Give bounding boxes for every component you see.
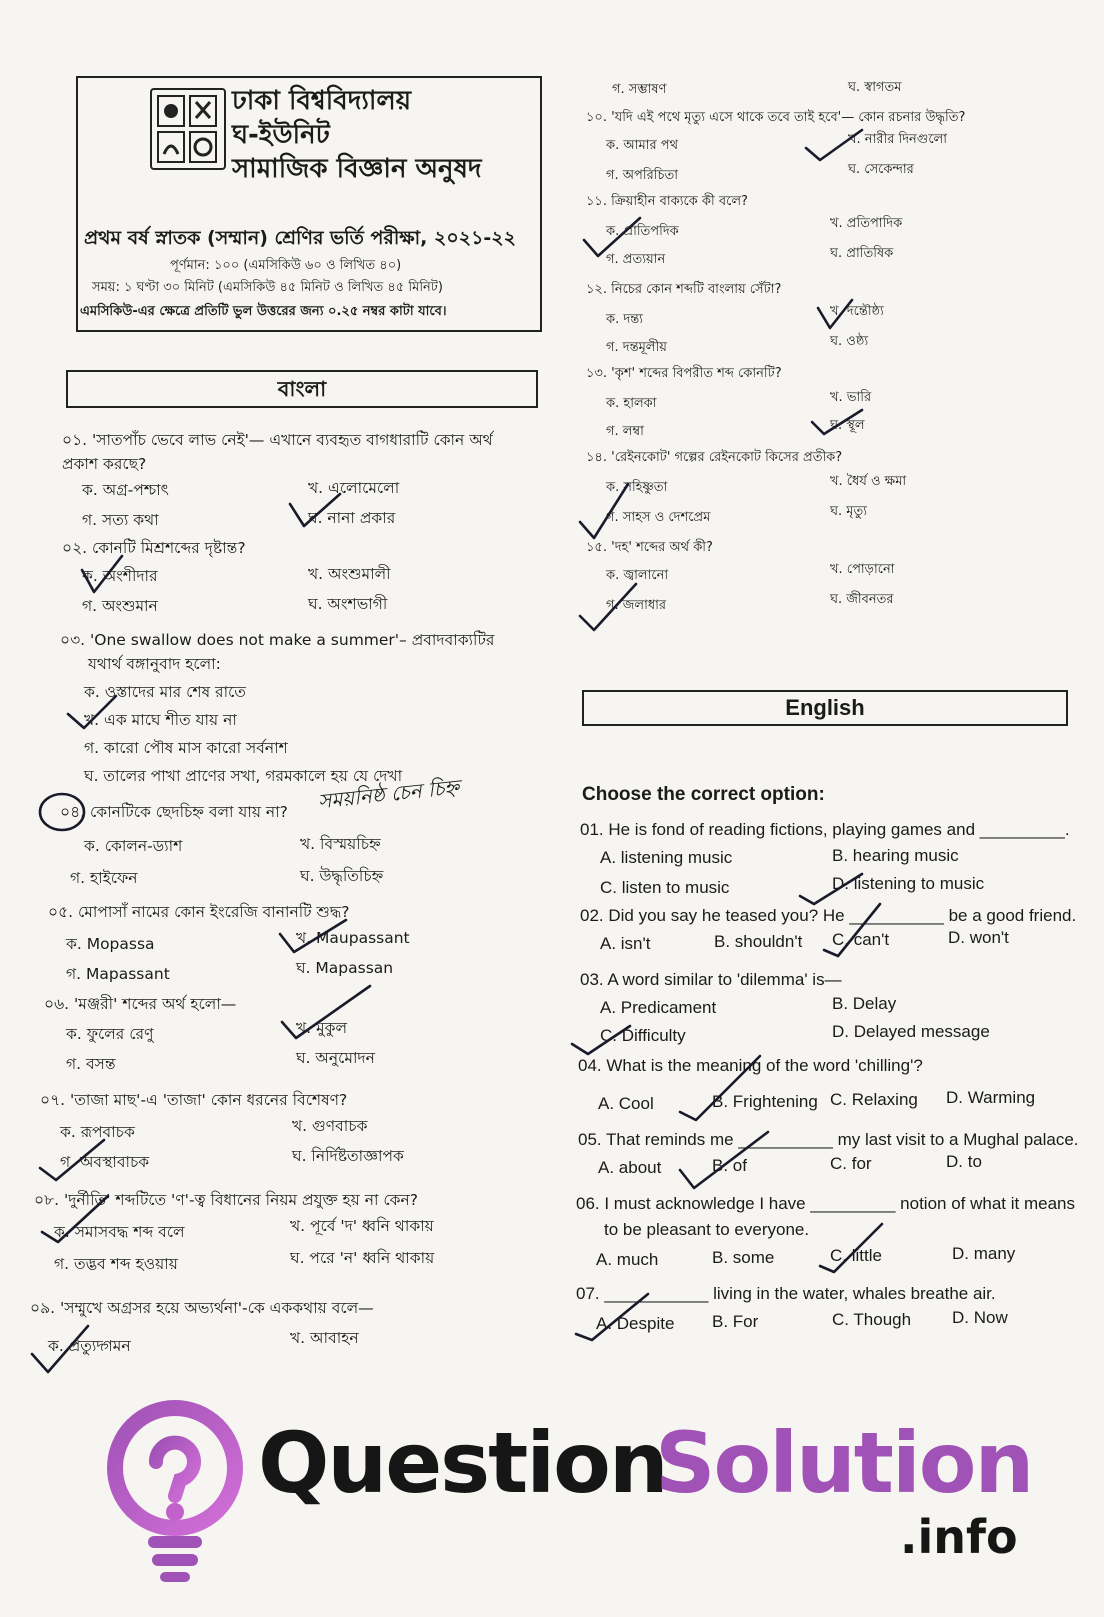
bangla-q15: ১৫. 'দহ' শব্দের অর্থ কী?: [586, 540, 713, 555]
bangla-q7-opt-d: ঘ. নির্দিষ্টতাজ্ঞাপক: [292, 1147, 404, 1165]
bangla-q14-opt-d: ঘ. মৃত্যু: [830, 504, 868, 519]
bangla-q5-opt-a: ক. Mopassa: [66, 935, 155, 953]
bangla-q5-opt-c: গ. Mapassant: [66, 965, 170, 983]
bangla-q9-opt-a: ক. প্রত্যুদ্গমন: [48, 1337, 131, 1355]
bangla-q15-opt-c: গ. জলাধার: [606, 598, 667, 613]
bangla-q14: ১৪. 'রেইনকোট' গল্পের রেইনকোট কিসের প্রতীক?: [586, 450, 843, 465]
english-q5: 05. That reminds me __________ my last visit to a Mughal palace.: [578, 1130, 1079, 1149]
bangla-q5-opt-b: খ. Maupassant: [296, 929, 410, 947]
english-section-title: English: [582, 690, 1068, 726]
bangla-q3-line2: যথার্থ বঙ্গানুবাদ হলো:: [88, 655, 221, 673]
bangla-q9-opt-c: গ. সম্ভাষণ: [612, 82, 667, 97]
bangla-q11: ১১. ক্রিয়াহীন বাক্যকে কী বলে?: [586, 194, 748, 209]
bangla-q8-opt-c: গ. তদ্ভব শব্দ হওয়ায়: [54, 1255, 178, 1273]
bangla-q11-opt-a: ক. প্রাতিপদিক: [606, 224, 679, 239]
english-q7-opt-d: D. Now: [952, 1308, 1008, 1327]
bangla-q2-opt-a: ক. অংশীদার: [82, 567, 158, 585]
bangla-q7-opt-a: ক. রূপবাচক: [60, 1123, 135, 1141]
bangla-q7: ০৭. 'তাজা মাছ'-এ 'তাজা' কোন ধরনের বিশেষণ?: [40, 1091, 348, 1109]
bangla-q11-opt-d: ঘ. প্রাতিষিক: [830, 246, 894, 261]
bangla-q13-opt-b: খ. ভারি: [830, 390, 872, 405]
bangla-q5: ০৫. মোপাসাঁ নামের কোন ইংরেজি বানানটি শুদ্ধ?: [48, 903, 350, 921]
english-q3-opt-d: D. Delayed message: [832, 1022, 990, 1041]
bangla-q3-opt-c: গ. কারো পৌষ মাস কারো সর্বনাশ: [84, 739, 288, 757]
bangla-q6: ০৬. 'মঞ্জরী' শব্দের অর্থ হলো—: [44, 995, 237, 1013]
english-q6-line2: to be pleasant to everyone.: [604, 1220, 810, 1239]
unit-name: ঘ-ইউনিট: [232, 120, 330, 150]
bangla-q8: ০৮. 'দুর্নীতি' শব্দটিতে 'ণ'-ত্ব বিধানের নিয়ম প্রযুক্ত হয় না কেন?: [34, 1191, 418, 1209]
bangla-q7-opt-b: খ. গুণবাচক: [292, 1117, 368, 1135]
bangla-q7-opt-c: গ. অবস্থাবাচক: [60, 1153, 150, 1171]
exam-title: প্রথম বর্ষ স্নাতক (সম্মান) শ্রেণির ভর্তি পরীক্ষা, ২০২১-২২: [84, 227, 516, 249]
bangla-q1-opt-a: ক. অগ্র-পশ্চাৎ: [82, 481, 169, 499]
english-q6-opt-b: B. some: [712, 1248, 775, 1267]
bangla-q12: ১২. নিচের কোন শব্দটি বাংলায় সেঁটা?: [586, 282, 782, 297]
english-q2: 02. Did you say he teased you? He __________ be a good friend.: [580, 906, 1077, 925]
english-q6-opt-c: C. little: [830, 1246, 882, 1265]
bangla-q10-opt-a: ক. আমার পথ: [606, 138, 679, 153]
bangla-q12-opt-c: গ. দন্তমূলীয়: [606, 340, 667, 355]
english-q1-opt-d: D. listening to music: [832, 874, 985, 893]
bangla-q6-opt-c: গ. বসন্ত: [66, 1055, 116, 1073]
english-q3-opt-b: B. Delay: [832, 994, 897, 1013]
bangla-q2-opt-b: খ. অংশুমালী: [308, 565, 391, 583]
english-q6: 06. I must acknowledge I have _________ notion of what it means: [576, 1194, 1075, 1213]
bangla-q11-opt-c: গ. প্রত্যয়ান: [606, 252, 666, 267]
lightbulb-icon: [90, 1392, 260, 1592]
bangla-q14-opt-c: গ. সাহস ও দেশপ্রেম: [606, 510, 711, 525]
bangla-q1: ০১. 'সাতপাঁচ ভেবে লাভ নেই'— এখানে ব্যবহৃত বাগধারাটি কোন অর্থ: [62, 431, 493, 449]
bangla-q2-opt-d: ঘ. অংশভাগী: [308, 595, 388, 613]
bangla-q1-opt-d: ঘ. নানা প্রকার: [308, 509, 396, 527]
exam-time: সময়: ১ ঘণ্টা ৩০ মিনিট (এমসিকিউ ৪৫ মিনিট ও লিখিত ৪৫ মিনিট): [92, 280, 443, 295]
bangla-q8-opt-b: খ. পূর্বে 'দ' ধ্বনি থাকায়: [290, 1217, 434, 1235]
bangla-q14-opt-a: ক. সহিষ্ণুতা: [606, 480, 668, 495]
bangla-q3-opt-d: ঘ. তালের পাখা প্রাণের সখা, গরমকালে হয় যে দেখা: [84, 767, 403, 785]
english-q1: 01. He is fond of reading fictions, playing games and _________.: [580, 820, 1070, 839]
bangla-q9-opt-d: ঘ. স্বাগতম: [848, 80, 902, 95]
english-q5-opt-d: D. to: [946, 1152, 982, 1171]
bangla-q14-opt-b: খ. ধৈর্য ও ক্ষমা: [830, 474, 907, 489]
bangla-q8-opt-a: ক. সমাসবদ্ধ শব্দ বলে: [54, 1223, 185, 1241]
bangla-q10-opt-c: গ. অপরিচিতা: [606, 168, 678, 183]
english-q2-opt-b: B. shouldn't: [714, 932, 803, 951]
faculty-name: সামাজিক বিজ্ঞান অনুষদ: [232, 154, 482, 184]
bangla-q11-opt-b: খ. প্রতিপাদিক: [830, 216, 903, 231]
bangla-q9: ০৯. 'সম্মুখে অগ্রসর হয়ে অভ্যর্থনা'-কে এককথায় বলে—: [30, 1299, 374, 1317]
bangla-q4-opt-b: খ. বিস্ময়চিহ্ন: [300, 835, 381, 853]
english-q3: 03. A word similar to 'dilemma' is—: [580, 970, 842, 989]
english-q6-opt-a: A. much: [596, 1250, 659, 1269]
english-q7: 07. ___________ living in the water, whales breathe air.: [576, 1284, 996, 1303]
bangla-q5-opt-d: ঘ. Mapassan: [296, 959, 394, 977]
bangla-q13-opt-a: ক. হালকা: [606, 396, 657, 411]
bangla-q3-opt-a: ক. ওস্তাদের মার শেষ রাতে: [84, 683, 246, 701]
bangla-q3: ০৩. 'One swallow does not make a summer'– প্রবাদবাক্যটির: [60, 631, 495, 649]
bangla-q10-opt-b: খ. নারীর দিনগুলো: [848, 132, 948, 147]
bangla-q10: ১০. 'যদি এই পথে মৃত্যু এসে থাকে তবে তাই হবে'— কোন রচনার উদ্ধৃতি?: [586, 110, 966, 125]
bangla-q3-opt-b: খ. এক মাঘে শীত যায় না: [84, 711, 237, 729]
bangla-q12-opt-b: খ. দন্তৌষ্ঠ্য: [830, 304, 884, 319]
bangla-q4: ০৪. কোনটিকে ছেদচিহ্ন বলা যায় না?: [60, 803, 288, 821]
bangla-q10-opt-d: ঘ. সেকেন্দার: [848, 162, 914, 177]
english-q4: 04. What is the meaning of the word 'chilling'?: [578, 1056, 923, 1075]
bangla-q6-opt-b: খ. মুকুল: [296, 1019, 348, 1037]
bangla-q12-opt-a: ক. দন্ত্য: [606, 312, 643, 327]
bangla-q13-opt-c: গ. লম্বা: [606, 424, 644, 439]
bangla-section-title: বাংলা: [66, 370, 538, 408]
watermark-word-question: Question: [258, 1414, 667, 1512]
university-logo-icon: [150, 88, 226, 170]
english-q5-opt-b: B. of: [712, 1156, 747, 1175]
negative-marking-note: এমসিকিউ-এর ক্ষেত্রে প্রতিটি ভুল উত্তরের জন্য ০.২৫ নম্বর কাটা যাবে।: [80, 304, 447, 319]
handwritten-note: সময়নিষ্ঠ চেন চিহ্ন: [316, 774, 461, 814]
english-q7-opt-b: B. For: [712, 1312, 759, 1331]
english-q2-opt-a: A. isn't: [600, 934, 651, 953]
bangla-q15-opt-d: ঘ. জীবনতর: [830, 592, 894, 607]
bangla-q13: ১৩. 'কৃশ' শব্দের বিপরীত শব্দ কোনটি?: [586, 366, 782, 381]
english-q3-opt-a: A. Predicament: [600, 998, 717, 1017]
english-q4-opt-b: B. Frightening: [712, 1092, 818, 1111]
bangla-q4-opt-c: গ. হাইফেন: [70, 869, 138, 887]
bangla-q6-opt-d: ঘ. অনুমোদন: [296, 1049, 375, 1067]
bangla-q6-opt-a: ক. ফুলের রেণু: [66, 1025, 154, 1043]
english-q2-opt-c: C. can't: [832, 930, 890, 949]
english-q4-opt-a: A. Cool: [598, 1094, 654, 1113]
bangla-q1-line2: প্রকাশ করছে?: [62, 455, 147, 473]
english-q2-opt-d: D. won't: [948, 928, 1009, 947]
english-q4-opt-c: C. Relaxing: [830, 1090, 918, 1109]
english-q7-opt-c: C. Though: [832, 1310, 912, 1329]
bangla-q9-opt-b: খ. আবাহন: [290, 1329, 359, 1347]
bangla-q1-opt-b: খ. এলোমেলো: [308, 479, 400, 497]
english-q7-opt-a: A. Despite: [596, 1314, 675, 1333]
english-q1-opt-a: A. listening music: [600, 848, 733, 867]
bangla-q15-opt-a: ক. জ্বালানো: [606, 568, 669, 583]
full-marks: পূর্ণমান: ১০০ (এমসিকিউ ৬০ ও লিখিত ৪০): [170, 258, 402, 273]
english-q1-opt-c: C. listen to music: [600, 878, 730, 897]
english-instruction: Choose the correct option:: [582, 784, 825, 805]
bangla-q4-opt-d: ঘ. উদ্ধৃতিচিহ্ন: [300, 867, 384, 885]
english-q4-opt-d: D. Warming: [946, 1088, 1036, 1107]
english-q6-opt-d: D. many: [952, 1244, 1016, 1263]
english-q1-opt-b: B. hearing music: [832, 846, 959, 865]
bangla-q1-opt-c: গ. সত্য কথা: [82, 511, 159, 529]
bangla-q8-opt-d: ঘ. পরে 'ন' ধ্বনি থাকায়: [290, 1249, 435, 1267]
watermark-word-solution: Solution: [655, 1414, 1033, 1512]
bangla-q4-opt-a: ক. কোলন-ড্যাশ: [84, 837, 183, 855]
bangla-q2: ০২. কোনটি মিশ্রশব্দের দৃষ্টান্ত?: [62, 539, 246, 557]
bangla-q12-opt-d: ঘ. ওষ্ঠ্য: [830, 334, 869, 349]
university-name: ঢাকা বিশ্ববিদ্যালয়: [232, 86, 412, 116]
english-q3-opt-c: C. Difficulty: [600, 1026, 686, 1045]
bangla-q13-opt-d: ঘ. স্থূল: [830, 418, 865, 433]
bangla-q2-opt-c: গ. অংশুমান: [82, 597, 158, 615]
english-q5-opt-c: C. for: [830, 1154, 872, 1173]
watermark-domain: .info: [900, 1510, 1018, 1564]
english-q5-opt-a: A. about: [598, 1158, 662, 1177]
bangla-q15-opt-b: খ. পোড়ানো: [830, 562, 895, 577]
